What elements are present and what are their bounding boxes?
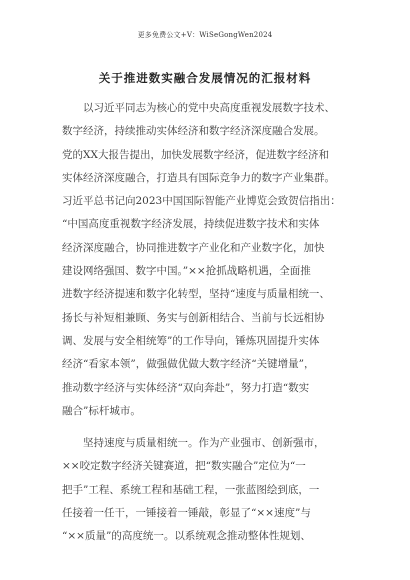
paragraph-line: 扬长与补短相兼顾、务实与创新相结合、当前与长远相协 bbox=[62, 311, 325, 324]
paragraph-2 bbox=[62, 432, 352, 548]
paragraph-line: 经济深度融合，协同推进数字产业化和产业数字化，加快 bbox=[62, 241, 325, 254]
paragraph-line: 把手”工程、系统工程和基础工程，一张蓝图绘到底，一 bbox=[62, 483, 320, 496]
paragraph-line: “中国高度重视数字经济发展，持续促进数字技术和实体 bbox=[62, 218, 320, 231]
paragraph-line: 党的XX大报告提出，加快发展数字经济，促进数字经济和 bbox=[62, 148, 329, 161]
document-title: 关于推进数实融合发展情况的汇报材料 bbox=[98, 71, 312, 85]
paragraph-line: 实体经济深度融合，打造具有国际竞争力的数字产业集群。 bbox=[62, 171, 335, 184]
paragraph-1 bbox=[62, 97, 352, 423]
paragraph-line: ××咬定数字经济关键赛道，把“数实融合”定位为“一 bbox=[62, 460, 306, 473]
paragraph-line: 融合”标杆城市。 bbox=[62, 404, 141, 417]
paragraph-line: 经济“看家本领”，做强做优做大数字经济“关键增量”， bbox=[62, 358, 315, 371]
document-body bbox=[62, 97, 352, 549]
paragraph-line: 推动数字经济与实体经济“双向奔赴”，努力打造“数实 bbox=[62, 381, 310, 394]
paragraph-line: 任接着一任干，一锤接着一锤敲，彰显了“××速度”与 bbox=[62, 507, 311, 520]
paragraph-line: 建设网络强国、数字中国。”××抢抓战略机遇，全面推 bbox=[62, 265, 311, 278]
header-note: 更多免费公文+V：WiSeGongWen2024 bbox=[137, 31, 273, 39]
paragraph-line: 坚持速度与质量相统一。作为产业强市、创新强市， bbox=[83, 437, 325, 450]
paragraph-line: “××质量”的高度统一。以系统观念推动整体性规划、 bbox=[62, 530, 311, 543]
paragraph-line: 进数字经济提速和数字化转型，坚持“速度与质量相统一、 bbox=[62, 288, 330, 301]
paragraph-line: 以习近平同志为核心的党中央高度重视发展数字技术、 bbox=[83, 102, 335, 114]
paragraph-line: 数字经济，持续推动实体经济和数字经济深度融合发展。 bbox=[62, 125, 325, 138]
paragraph-line: 习近平总书记向2023中国国际智能产业博览会致贺信指出： bbox=[62, 195, 341, 208]
paragraph-line: 调、发展与安全相统筹”的工作导向，锤炼巩固提升实体 bbox=[62, 334, 320, 347]
paragraph-gap bbox=[62, 423, 352, 432]
